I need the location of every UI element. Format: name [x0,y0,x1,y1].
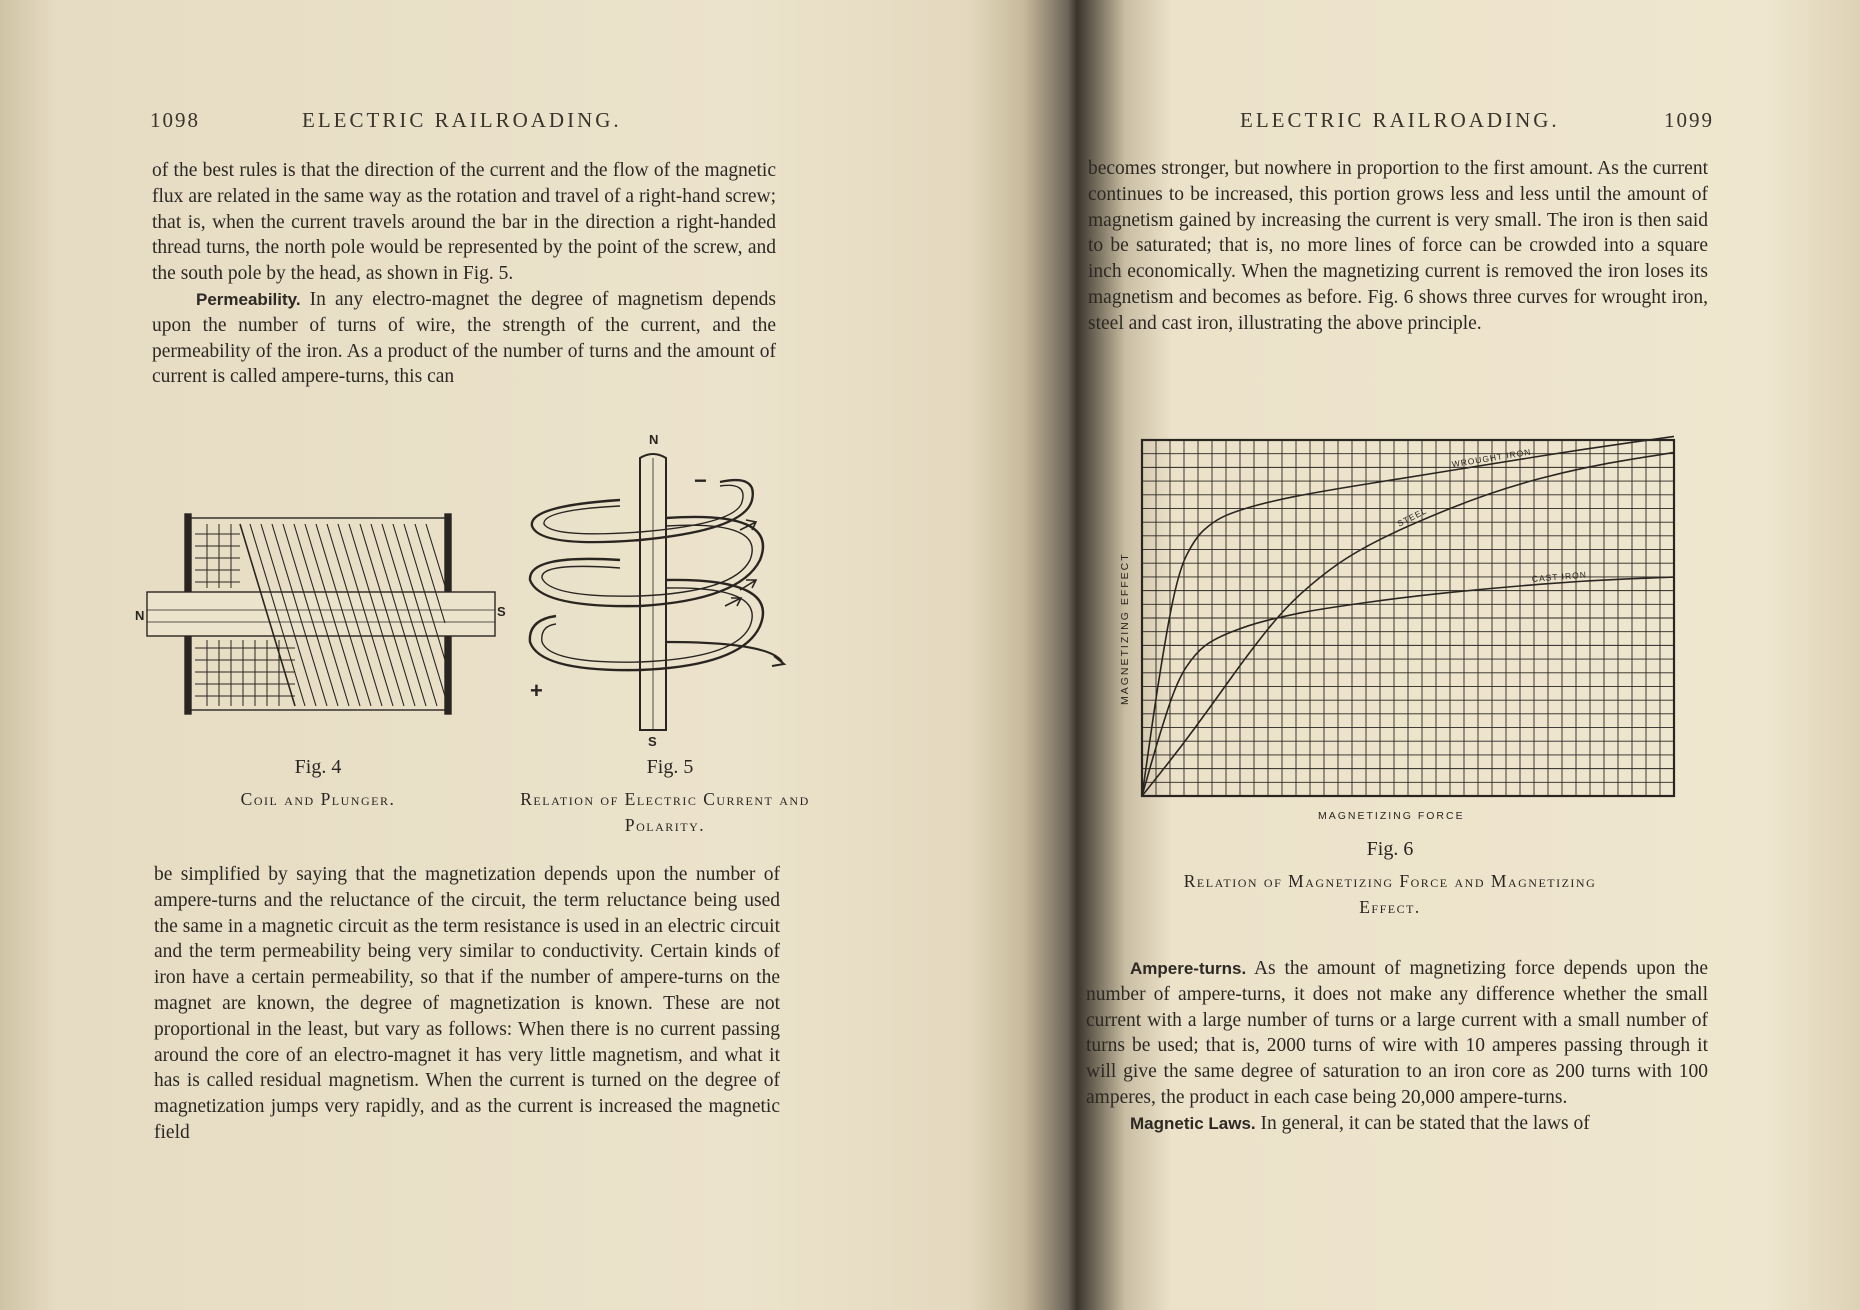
fig6-caption-line2: Effect. [1359,897,1421,917]
fig5-minus-label: − [694,468,707,493]
right-top-paragraph [1088,156,1708,337]
fig4-illustration [135,510,505,720]
permeability-heading: Permeability. [196,289,301,309]
magnetic-laws-text: In general, it can be stated that the laws of [1260,1112,1590,1134]
right-paragraph-top: becomes stronger, but nowhere in proportion to the first amount. As the current continues to be increased, this portion grows less and less until the amount of magnetism gained by increasing the current is very small. The iron is then said to be saturated; that is, no more lines of force can be crowded into a square inch economically. When the magnetizing current is removed the iron loses its magnetism and becomes as before. Fig. 6 shows three curves for wrought iron, steel and cast iron, illustrating the above principle. [1088,158,1708,334]
series-label-wrought-iron: WROUGHT IRON [1451,446,1532,470]
right-bottom-paragraphs [1086,956,1708,1137]
permeability-text: In any electro-magnet the degree of magnetism depends upon the number of turns of wire, the strength of the current, and the permeability of the iron. As a product of the number of turns and the amount of current is called ampere-turns, this can [152,288,777,388]
right-running-header [1090,108,1720,138]
left-page-number: 1098 [150,108,200,132]
ampere-turns-paragraph [1086,956,1708,1111]
fig5-illustration [520,430,800,749]
chart-xlabel: MAGNETIZING FORCE [1318,810,1465,822]
series-label-steel: STEEL [1395,505,1429,529]
fig6-number: Fig. 6 [1366,838,1414,860]
fig5-number: Fig. 5 [646,756,694,778]
fig6-chart [1110,430,1690,830]
fig4-south-label: S [497,604,506,619]
chart-grid [1142,440,1674,796]
fig5-caption: Relation of Electric Current and Polarity. [520,789,810,835]
left-paragraph-bottom: be simplified by saying that the magnetization depends upon the number of ampere-turns and the reluctance of the circuit, the term reluctance being used the same in a magnetic circuit as the term resistance is used in an electric circuit and the term permeability being very similar to conductivity. Certain kinds of iron have a certain permeability, so that if the number of ampere-turns on the magnet are known, the degree of magnetization is known. These are not proportional in the least, but vary as follows: When there is no current passing around the core of an electro-magnet it has very little magnetism, and what it has is called residual magnetism. When the current is turned on the degree of magnetization jumps very rapidly, and as the current is increased the magnetic field [154,864,780,1143]
fig6-caption-line1: Relation of Magnetizing Force and Magnetizing [1183,871,1597,891]
magnetic-laws-paragraph [1086,1111,1708,1137]
left-running-header [150,108,780,138]
chart-ylabel: MAGNETIZING EFFECT [1119,552,1131,705]
series-label-cast-iron: CAST IRON [1531,569,1588,584]
magnetic-laws-heading: Magnetic Laws. [1130,1113,1256,1133]
left-running-head: ELECTRIC RAILROADING. [302,108,622,132]
ampere-turns-text: As the amount of magnetizing force depends upon the number of ampere-turns, it does not make any difference whether the small current with a large number of turns or a large current with a small number of turns be used; that is, 2000 turns of wire with 10 amperes passing through it will give the same degree of saturation to an iron core as 200 turns with 100 amperes, the product in each case being 20,000 ampere-turns. [1086,958,1708,1108]
left-top-paragraphs [152,158,776,390]
left-paragraph-top: of the best rules is that the direction of the current and the flow of the magnetic flux are related in the same way as the rotation and travel of a right-hand screw; that is, when the current travels around the bar in the direction a right-handed thread turns, the north pole would be represented by the point of the screw, and the south pole by the head, as shown in Fig. 5. [152,160,776,285]
fig5-south-label: S [648,734,657,749]
fig4-caption: Coil and Plunger. [240,789,396,809]
fig5-plus-label: + [530,678,543,703]
ampere-turns-heading: Ampere-turns. [1130,959,1247,978]
fig5-north-label: N [649,432,659,447]
fig4-north-label: N [135,608,145,623]
permeability-paragraph [152,287,776,390]
left-bottom-paragraph [154,862,780,1146]
right-page-number: 1099 [1664,108,1714,132]
fig4-number: Fig. 4 [294,756,342,778]
right-running-head: ELECTRIC RAILROADING. [1240,108,1560,132]
